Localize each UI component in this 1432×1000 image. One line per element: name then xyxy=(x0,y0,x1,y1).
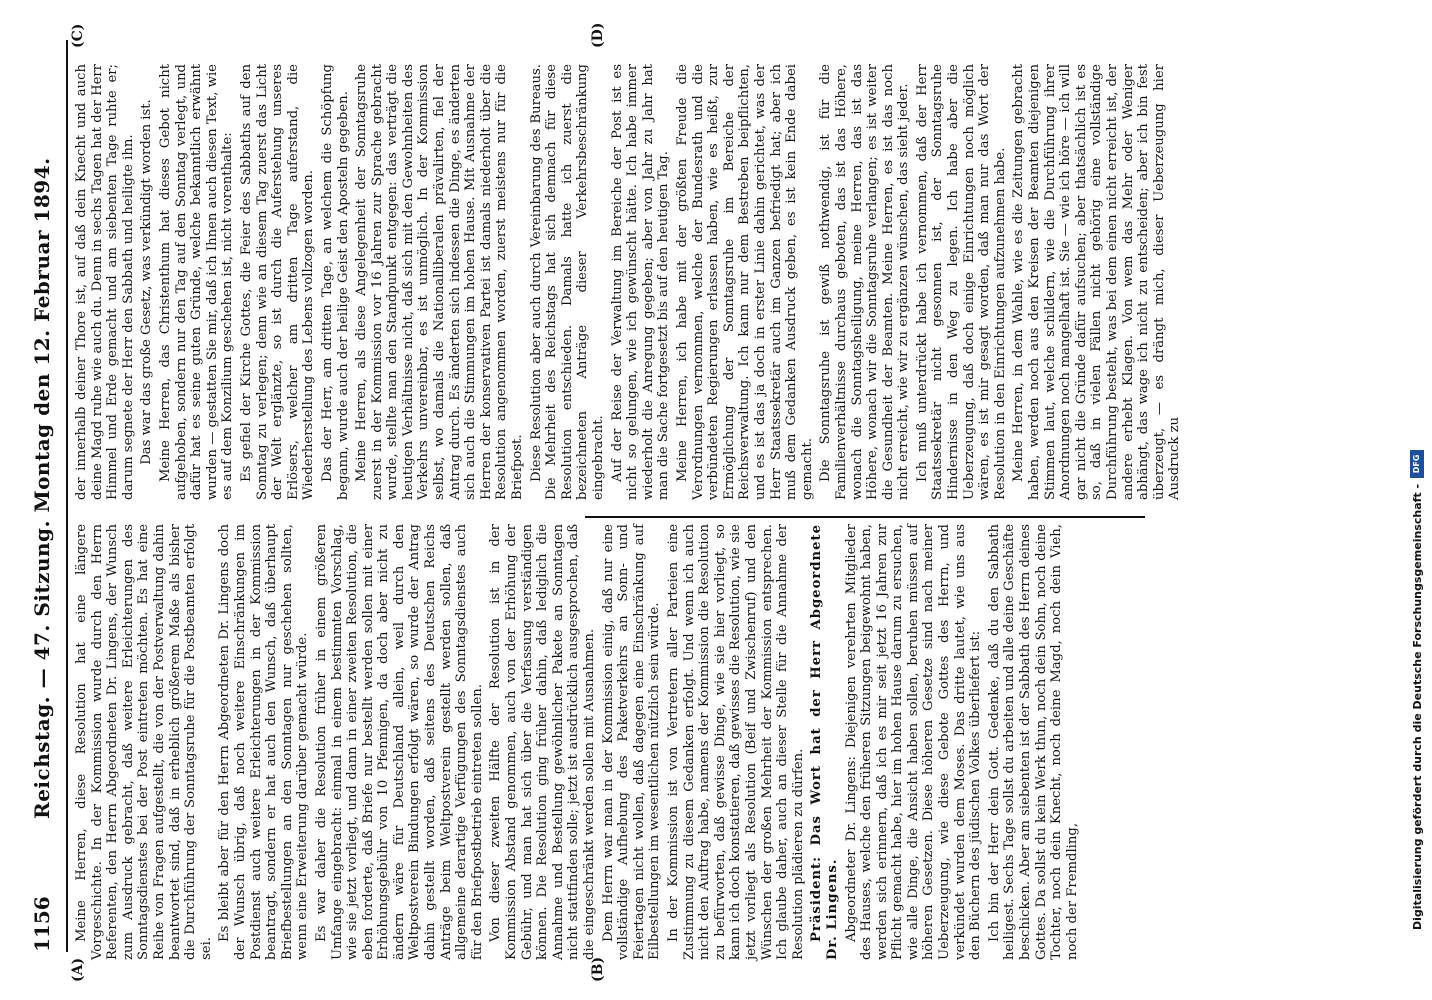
left-column xyxy=(74,524,1083,960)
paragraph: der innerhalb deiner Thore ist, auf daß dein Knecht und auch deine Magd ruhe wie auch du. Denn in sechs Tagen hat der Herr Himmel und Erde gemacht und am siebenten Tage ruhte er; darum segnete der Herr den Sabbath und heiligte ihn. xyxy=(74,64,136,500)
paragraph: Diese Resolution aber auch durch Vereinbarung des Bureaus. Die Mehrheit des Reichstags hat sich demnach für diese Resolution entschieden. Damals hatte ich zuerst die bezeichneten Anträge dieser Verkehrsbeschränkung eingebracht. xyxy=(528,64,606,500)
dfg-logo: DFG xyxy=(1410,450,1424,478)
speaker-paragraph: Präsident: Das Wort hat der Herr Abgeordnete Dr. Lingens. xyxy=(809,524,840,960)
page-number: 1156 xyxy=(30,896,54,952)
header-rule xyxy=(66,40,68,952)
margin-marker-c: (C) xyxy=(70,23,86,48)
paragraph: Meine Herren, als diese Angelegenheit der Sonntagsruhe zuerst in der Kommission vor 16 Jahren zur Sprache gebracht wurde, stellte man den Standpunkt entgegen: das verträgt die heutigen Verhältnisse nicht, daß sich mit den Gewohnheiten des Verkehrs unvereinbar, es ist unmöglich. In der Kommission selbst, wo damals die Nationalliberalen prävalirten, fiel der Antrag durch. Es änderten sich indessen die Dinge, es änderten sich auch die Stimmungen im hohen Hause. Mit Ausnahme der Herren der konservativen Partei ist damals niederholt über die Resolution angenommen worden, zuerst meistens nur für die Briefpost. xyxy=(354,64,526,500)
paragraph: Von dieser zweiten Hälfte der Resolution ist in der Kommission Abstand genommen, auch von der Erhöhung der Gebühr, und man hat sich über die Verfassung verständigen können. Die Resolution ging früher dahin, daß lediglich die Annahme und Bestellung gewöhnlicher Pakete an Sonntagen nicht stattfinden solle; jetzt ist ausdrücklich ausgesprochen, daß die eingeschränkt werden sollen mit Ausnahmen. xyxy=(488,524,597,960)
paragraph: Abgeordneter Dr. Lingens: Diejenigen verehrten Mitglieder des Hauses, welche den früheren Sitzungen beigewohnt haben, werden sich erinnern, daß ich es mir seit jetzt 16 Jahren zur Pflicht gemacht habe, hier im hohen Hause darum zu ersuchen, wie alle Dinge, die Ansicht haben sollen, beruhen müssen auf höheren Gesetzen. Diese höheren Gesetze sind nach meiner Ueberzeugung, wie diese Gebote Gottes des Herrn, und verkündet wurden dem Moses. Das dritte lautet, wie uns aus den Büchern des jüdischen Volkes überliefert ist: xyxy=(843,524,984,960)
paragraph: Es bleibt aber für den Herrn Abgeordneten Dr. Lingens doch der Wunsch übrig, daß noch weitere Einschränkungen im Postdienst auch weitere Erleichterungen in der Kommission beantragt, sondern er hat auch den Wunsch, daß überhaupt Briefbestellungen an den Sonntagen nur geschehen sollten, wenn eine Erweiterung darüber gemacht würde. xyxy=(217,524,311,960)
paragraph: Es gefiel der Kirche Gottes, die Feier des Sabbaths auf den Sonntag zu verlegen; denn wie an diesem Tag zuerst das Licht der Welt erglänzte, so ist durch die Auferstehung unseres Erlösers, welcher am dritten Tage auferstand, die Wiederherstellung des Lebens vollzogen worden. xyxy=(238,64,317,500)
paragraph: Das der Herr, am dritten Tage, an welchem die Schöpfung begann, wurde auch der heilige Geist den Aposteln gegeben. xyxy=(319,64,351,500)
paragraph: Die Sonntagsruhe ist gewiß nothwendig, ist für die Familienverhältnisse durchaus geboten, das ist das Höhere, wonach die Sonntagsheiligung, meine Herren, das ist das Höhere, wonach wir die Sonntagsruhe verlangen; es ist weiter die Gesundheit der Beamten. Meine Herren, es ist das noch nicht erreicht, wie wir zu ergänzen wünschen, das sieht jeder. xyxy=(818,64,912,500)
page-header xyxy=(30,40,66,952)
paragraph: Meine Herren, das Christenthum hat dieses Gebot nicht aufgehoben, sondern nur den Tag auf den Sonntag verlegt, und dafür hat es seine guten Gründe, welche bekanntlich erwähnt wurden — gestatten Sie mir, daß ich Ihnen auch diesen Text, wie es auf dem Konzilium geschehen ist, nicht vorenthalte: xyxy=(157,64,236,500)
margin-marker-a: (A) xyxy=(70,957,86,982)
column-divider xyxy=(585,516,1145,518)
digitization-footer xyxy=(1410,0,1424,1000)
margin-marker-d: (D) xyxy=(590,22,606,48)
paragraph: Auf der Reise der Verwaltung im Bereiche der Post ist es nicht so gelungen, wie ich gewünscht hätte. Ich habe immer wiederholt die Anregung gegeben; aber von Jahr zu Jahr hat man die Sache fortgesetzt bis auf den heutigen Tag. xyxy=(609,64,672,500)
page-title: Reichstag. — 47. Sitzung. Montag den 12. Februar 1894. xyxy=(30,157,54,819)
paragraph: Ich muß unterdrückt habe ich vernommen, daß der Herr Staatssekretär nicht gesonnen ist, der Sonntagsruhe Hindernisse in den Weg zu legen. Ich habe aber die Ueberzeugung, daß doch einige Einrichtungen noch möglich wären, es ist mir gesagt worden, daß man nur das Wort der Resolution in den Einrichtungen aufzunehmen habe. xyxy=(914,64,1008,500)
paragraph: Es war daher die Resolution früher in einem größeren Umfange eingebracht: einmal in einem bestimmten Vorschlag, wie sie jetzt vorliegt, und dann in einer zweiten Resolution, die eben forderte, daß Briefe nur bestellt werden sollen mit einer Erhöhungsgebühr von 10 Pfennigen, da doch aber nicht zu ändern wäre für Deutschland allein, weil durch den Weltpostverein Bindungen erfolgt wären, so wurde der Antrag dahin gestellt worden, daß seitens des Deutschen Reichs Anträge beim Weltpostverein gestellt werden sollen, daß allgemeine derartige Verfügungen des Sonntagsdienstes auch für den Briefpostbetrieb eintreten sollen. xyxy=(313,524,485,960)
paragraph: In der Kommission ist von Vertretern aller Parteien eine Zustimmung zu diesem Gedanken erfolgt. Und wenn ich auch nicht den Auftrag habe, namens der Kommission die Resolution zu befürworten, daß gewisse Dinge, wie sie hier vorliegt, so kann ich doch konstatieren, daß gewisses die Resolution, wie sie jetzt vorliegt als Resolution (Beif und Zwischenruf) und den Wünschen der großen Mehrheit der Kommission entsprechen. Ich glaube daher, auch an dieser Stelle für die Annahme der Resolution plädieren zu dürfen. xyxy=(665,524,806,960)
paragraph: Meine Herren, in dem Wahle, wie es die Zeitungen gebracht haben, werden noch aus den Kreisen der Beamten diejenigen Stimmen laut, welche schildern, wie die Durchführung ihrer Anordnungen noch mangelhaft ist. Sie — wie ich höre — ich will gar nicht die Gründe dafür aufsuchen; aber thatsächlich ist es so, daß in vielen Fällen nicht gehörig eine vollständige Durchführung besteht, was bei dem einen nicht erreicht ist, der andere erhebt Klagen. Von wem das Mehr oder Weniger abhängt, das wage ich nicht zu entscheiden; aber ich bin fest überzeugt, — es drängt mich, dieser Ueberzeugung hier Ausdruck zu xyxy=(1011,64,1183,500)
paragraph: Dem Herrn war man in der Kommission einig, daß nur eine vollständige Aufhebung des Paketverkehrs an Sonn- und Feiertagen nicht wollen, daß dagegen eine Einschränkung auf Eilbestellungen im wesentlichen nützlich sein würde. xyxy=(600,524,663,960)
paragraph: Meine Herren, ich habe mit der größten Freude die Verordnungen vernommen, welche der Bundesrath und die verbündeten Regierungen erlassen haben, wie es heißt, zur Ermöglichung der Sonntagsruhe im Bereiche der Reichsverwaltung. Ich kann nur dem Bestreben beipflichten, und es ist das ja doch in erster Linie dahin gerichtet, was der Herr Staatssekretär auch im Ganzen befriedigt hat; aber ich muß dem Gedanken Ausdruck geben, es ist kein Ende dabei gemacht. xyxy=(674,64,815,500)
margin-marker-b: (B) xyxy=(590,956,606,982)
paragraph: Meine Herren, diese Resolution hat eine längere Vorgeschichte. In der Kommission wurde durch den Herrn Referenten, den Herrn Abgeordneten Dr. Lingens, der Wunsch zum Ausdruck gebracht, daß weitere Erleichterungen des Sonntagsdienstes bei der Post eintreten möchten. Es hat eine Reihe von Fragen aufgestellt, die von der Postverwaltung dahin beantwortet sind, daß in erheblich größerem Maße als bisher die Durchführung der Sonntagsruhe für die Postbeamten erfolgt sei. xyxy=(74,524,214,960)
paragraph: Das war das große Gesetz, was verkündigt worden ist. xyxy=(139,99,155,465)
right-column xyxy=(74,64,1186,500)
footer-text: Digitalisierung gefördert durch die Deutsche Forschungsgemeinschaft - xyxy=(1410,483,1424,930)
paragraph: Ich bin der Herr dein Gott. Gedenke, daß du den Sabbath heiligest. Sechs Tage sollst du arbeiten und alle deine Geschäfte beschicken. Aber am siebenten ist der Sabbath des Herrn deines Gottes. Da sollst du kein Werk thun, noch dein Sohn, noch deine Tochter, noch dein Knecht, noch deine Magd, noch dein Vieh, noch der Fremdling, xyxy=(986,524,1080,960)
